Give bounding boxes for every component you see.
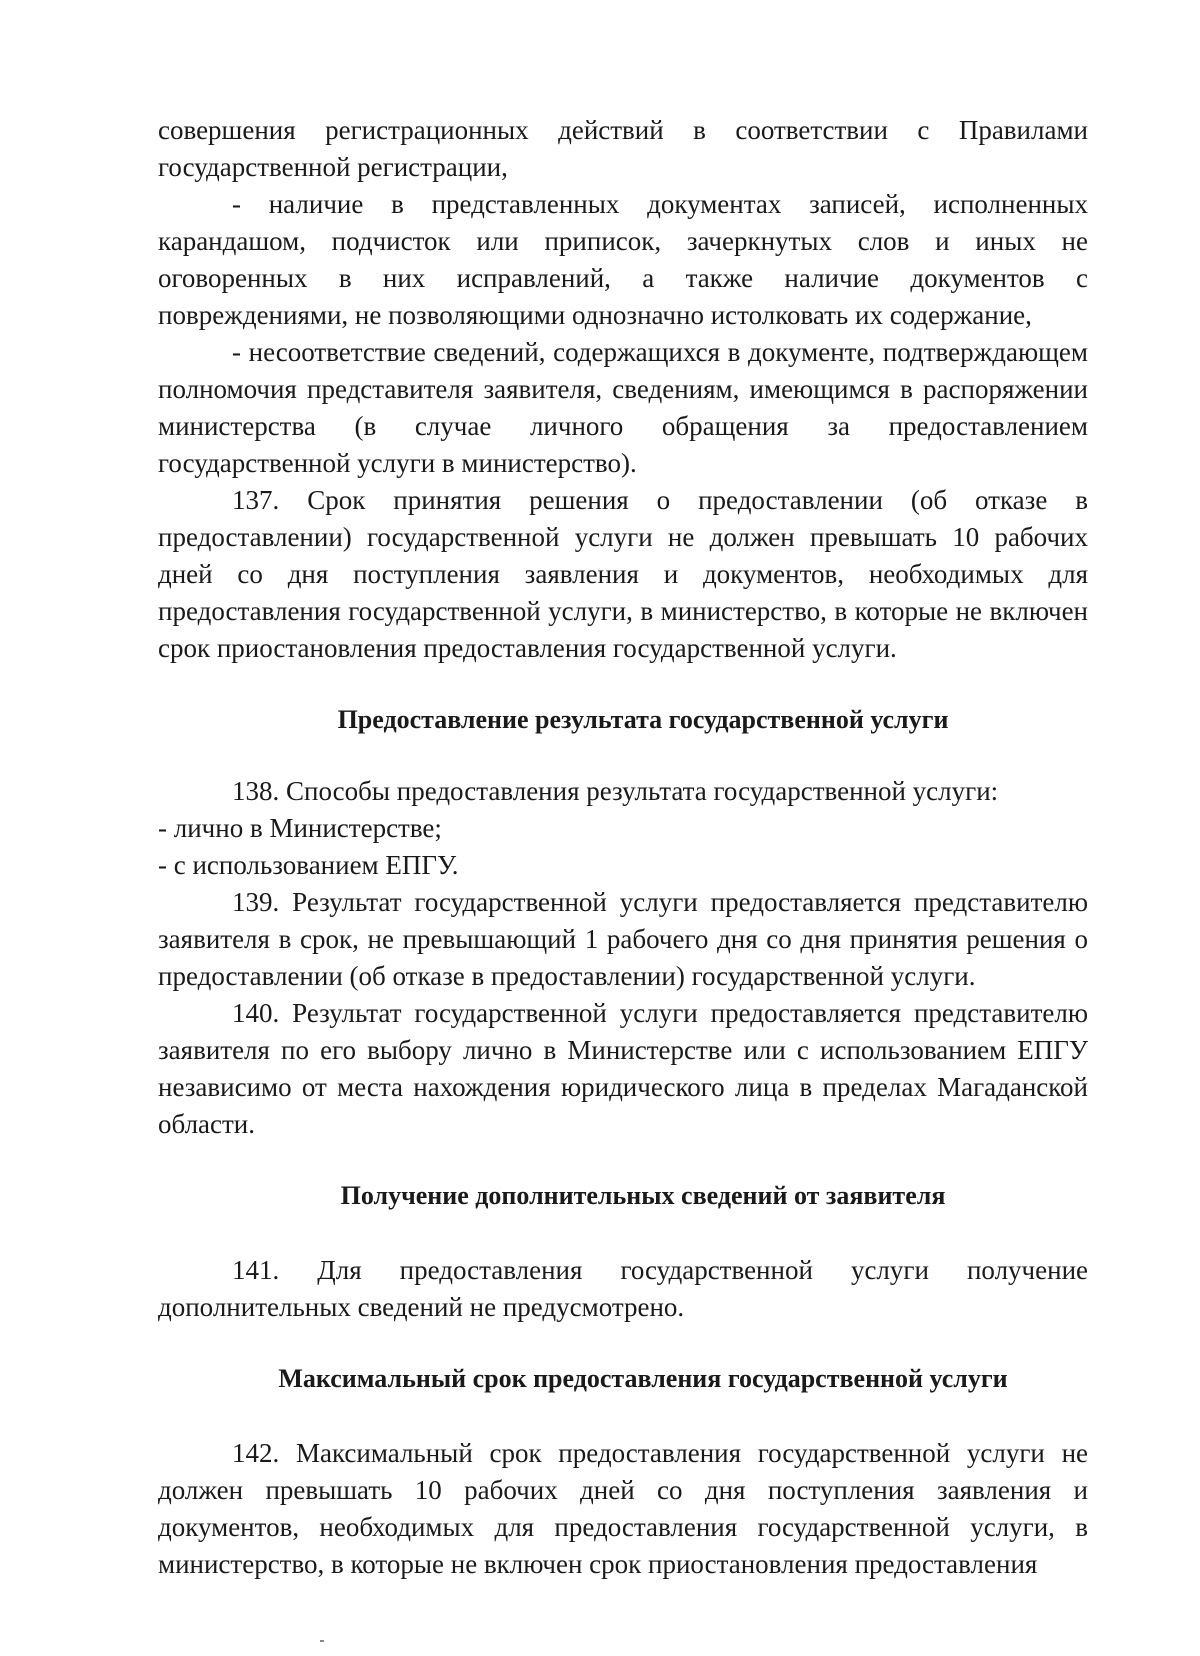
document-page	[158, 112, 1088, 1583]
paragraph-bullet-pencil-marks: - наличие в представленных документах записей, исполненных карандашом, подчисток или приписок, зачеркнутых слов и иных не оговоренных в них исправлений, а также наличие документов с повреждениями, не позволяющими однозначно истолковать их содержание,	[158, 189, 1088, 330]
paragraph-137: 137. Срок принятия решения о предоставлении (об отказе в предоставлении) государственной услуги не должен превышать 10 рабочих дней со дня поступления заявления и документов, необходимых для предоставления государственной услуги, в министерство, в которые не включен срок приостановления предоставления государственной услуги.	[158, 485, 1088, 663]
paragraph-bullet-mismatch: - несоответствие сведений, содержащихся в документе, подтверждающем полномочия представителя заявителя, сведениям, имеющимся в распоряжении министерства (в случае личного обращения за предоставлением государственной услуги в министерство).	[158, 337, 1088, 478]
paragraph-142: 142. Максимальный срок предоставления государственной услуги не должен превышать 10 рабочих дней со дня поступления заявления и документов, необходимых для предоставления государственной услуги, в министерство, в которые не включен срок приостановления предоставления	[158, 1438, 1088, 1579]
section-heading-additional-info: Получение дополнительных сведений от заявителя	[340, 1181, 946, 1210]
section-heading-result: Предоставление результата государственной услуги	[337, 705, 949, 734]
paragraph-140: 140. Результат государственной услуги предоставляется представителю заявителя по его выбору лично в Министерстве или с использованием ЕПГУ независимо от места нахождения юридического лица в пределах Магаданской области.	[158, 998, 1088, 1139]
section-heading-max-term: Максимальный срок предоставления государственной услуги	[278, 1364, 1008, 1393]
paragraph-138: 138. Способы предоставления результата государственной услуги:	[232, 776, 999, 806]
paragraph-139: 139. Результат государственной услуги предоставляется представителю заявителя в срок, не превышающий 1 рабочего дня со дня принятия решения о предоставлении (об отказе в предоставлении) государственной услуги.	[158, 887, 1088, 991]
list-item-in-person: - лично в Министерстве;	[158, 813, 442, 843]
scan-speck	[320, 1640, 324, 1642]
paragraph-141: 141. Для предоставления государственной услуги получение дополнительных сведений не предусмотрено.	[158, 1255, 1088, 1322]
list-item-epgu: - с использованием ЕПГУ.	[158, 850, 459, 880]
paragraph-continuation: совершения регистрационных действий в соответствии с Правилами государственной регистрации,	[158, 115, 1088, 182]
